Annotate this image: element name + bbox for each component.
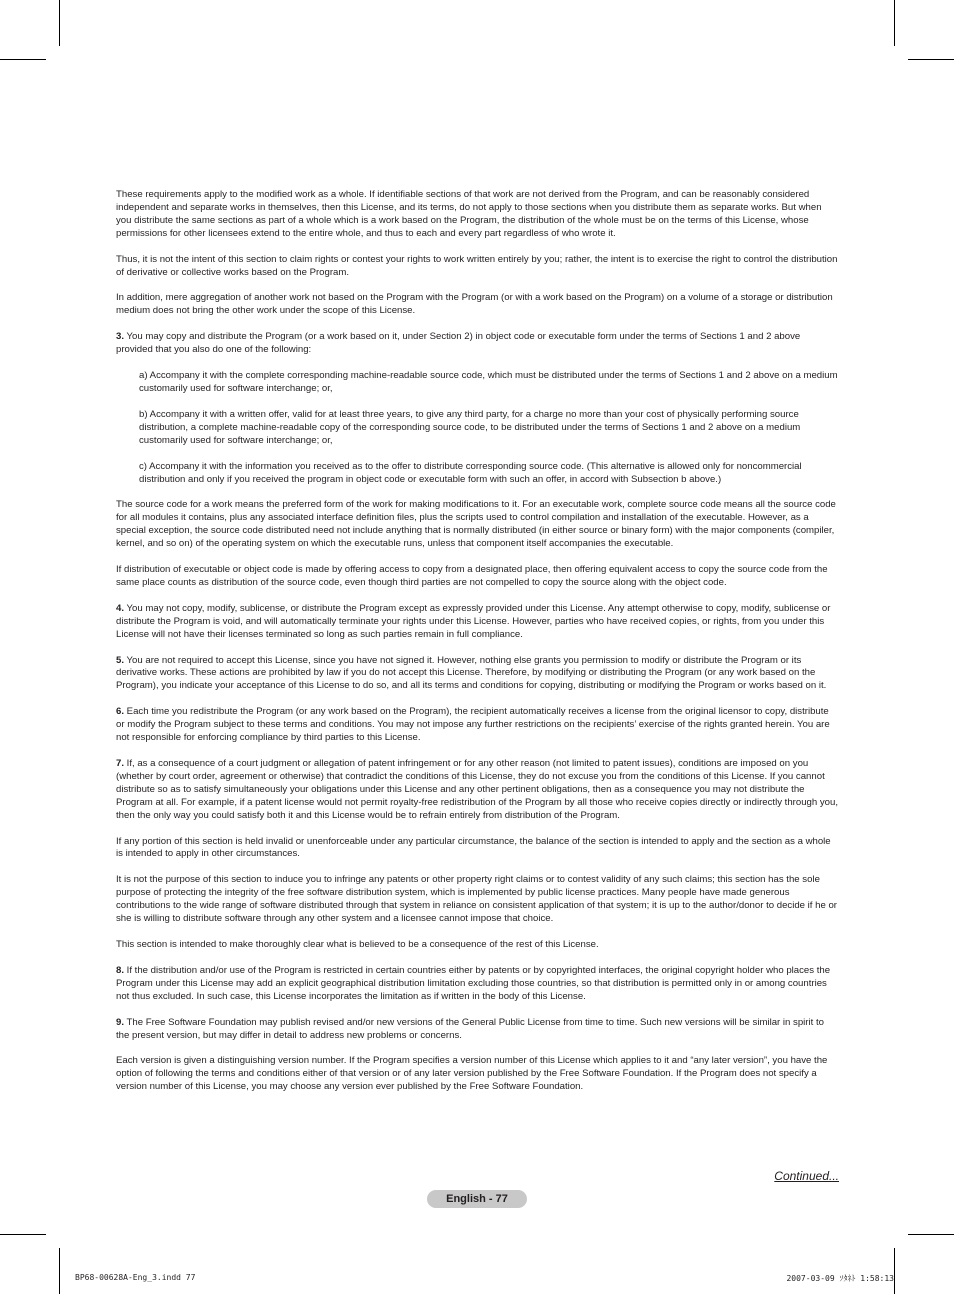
section-3: 3. You may copy and distribute the Program (or a work based on it, under Section 2) in object code or executable form under the terms of Sections 1 and 2 above provided that you also do one of the following: bbox=[116, 331, 801, 356]
paragraph: If distribution of executable or object code is made by offering access to copy from a designated place, then offering equivalent access to copy the source code from the same place counts as distribution of the source code, even though third parties are not compelled to copy the source along with the object code. bbox=[116, 564, 828, 588]
section-6: 6. Each time you redistribute the Program (or any work based on the Program), the recipient automatically receives a license from the original licensor to copy, distribute or modify the Program subject to these terms and conditions. You may not impose any further restrictions on the recipients’ exercise of the rights granted herein. You are not responsible for enforcing compliance by third parties to this License. bbox=[116, 706, 830, 744]
section-4: 4. You may not copy, modify, sublicense, or distribute the Program except as expressly provided under this License. Any attempt otherwise to copy, modify, sublicense or distribute the Program is void, and will automatically terminate your rights under this License. However, parties who have received copies, or rights, from you under this License will not have their licenses terminated so long as such parties remain in full compliance. bbox=[116, 602, 831, 640]
paragraph: These requirements apply to the modified work as a whole. If identifiable sections of that work are not derived from the Program, and can be reasonably considered independent and separate works in themselves, then this License, and its terms, do not apply to those sections when you distribute them as separate works. But when you distribute the same sections as part of a whole which is a work based on the Program, the distribution of the whole must be on the terms of this License, whose permissions for other licensees extend to the entire whole, and thus to each and every part regardless of who wrote it. bbox=[116, 189, 822, 239]
crop-mark bbox=[908, 59, 954, 60]
paragraph: In addition, mere aggregation of another work not based on the Program with the Program (or with a work based on the Program) on a volume of a storage or distribution medium does not bring the other work under the scope of this License. bbox=[116, 292, 833, 317]
footer-timestamp: 2007-03-09 ｿﾀﾈﾄ 1:58:13 bbox=[786, 1274, 894, 1283]
section-number: 6. bbox=[116, 706, 125, 718]
paragraph: The source code for a work means the preferred form of the work for making modifications to it. For an executable work, complete source code means all the source code for all modules it contains, plus any associated interface definition files, plus the scripts used to control compilation and installation of the executable. However, as a special exception, the source code distributed need not include anything that is normally distributed (in either source or binary form) with the major components (compiler, kernel, and so on) of the operating system on which the executable runs, unless that component itself accompanies the executable. bbox=[116, 499, 836, 550]
list-item: a) Accompany it with the complete corresponding machine-readable source code, which must be distributed under the terms of Sections 1 and 2 above on a medium customarily used for software interchange; or, bbox=[139, 370, 838, 394]
paragraph: It is not the purpose of this section to induce you to infringe any patents or other property right claims or to contest validity of any such claims; this section has the sole purpose of protecting the integrity of the free software distribution system, which is implemented by public license practices. Many people have made generous contributions to the wide range of software distributed through that system in reliance on consistent application of that system; it is up to the author/donor to decide if he or she is willing to distribute software through any other system and a licensee cannot impose that choice. bbox=[116, 874, 838, 925]
list-item: c) Accompany it with the information you received as to the offer to distribute corresponding source code. (This alternative is allowed only for noncommercial distribution and only if you received the program in object code or executable form with such an offer, in accord with Subsection b above.) bbox=[139, 460, 802, 485]
section-number: 5. bbox=[116, 654, 125, 666]
section-number: 9. bbox=[116, 1016, 125, 1028]
page-number-badge: English - 77 bbox=[427, 1190, 527, 1208]
section-8: 8. If the distribution and/or use of the Program is restricted in certain countries either by patents or by copyrighted interfaces, the original copyright holder who places the Program under this License may add an explicit geographical distribution limitation excluding those countries, so that distribution is permitted only in or among countries not thus excluded. In such case, this License incorporates the limitation as if written in the body of this License. bbox=[116, 964, 831, 1002]
crop-mark bbox=[0, 59, 46, 60]
continued-label: Continued... bbox=[774, 1169, 839, 1183]
crop-mark bbox=[0, 1234, 46, 1235]
paragraph: If any portion of this section is held invalid or unenforceable under any particular circumstance, the balance of the section is intended to apply and the section as a whole is intended to apply in other circumstances. bbox=[116, 835, 831, 860]
license-body bbox=[116, 189, 838, 1107]
section-number: 3. bbox=[116, 331, 125, 343]
paragraph: Thus, it is not the intent of this section to claim rights or contest your rights to work written entirely by you; rather, the intent is to exercise the right to control the distribution of derivative or collective works based on the Program. bbox=[116, 253, 838, 278]
section-7: 7. If, as a consequence of a court judgment or allegation of patent infringement or for any other reason (not limited to patent issues), conditions are imposed on you (whether by court order, agreement or otherwise) that contradict the conditions of this License, they do not excuse you from the conditions of this License. If you cannot distribute so as to satisfy simultaneously your obligations under this License and any other pertinent obligations, then as a consequence you may not distribute the Program at all. For example, if a patent license would not permit royalty-free redistribution of the Program by all those who receive copies directly or indirectly through you, then the only way you could satisfy both it and this License would be to refrain entirely from distribution of the Program. bbox=[116, 758, 838, 821]
crop-mark bbox=[894, 1248, 895, 1294]
section-number: 4. bbox=[116, 602, 125, 614]
crop-mark bbox=[59, 1248, 60, 1294]
paragraph: This section is intended to make thoroughly clear what is believed to be a consequence of the rest of this License. bbox=[116, 938, 599, 950]
footer-file-info: BP68-00628A-Eng_3.indd 77 bbox=[75, 1273, 196, 1282]
crop-mark bbox=[59, 0, 60, 46]
paragraph: Each version is given a distinguishing version number. If the Program specifies a version number of this License which applies to it and “any later version”, you have the option of following the terms and conditions either of that version or of any later version published by the Free Software Foundation. If the Program does not specify a version number of this License, you may choose any version ever published by the Free Software Foundation. bbox=[116, 1055, 828, 1093]
list-item: b) Accompany it with a written offer, valid for at least three years, to give any third party, for a charge no more than your cost of physically performing source distribution, a complete machine-readable copy of the corresponding source code, to be distributed under the terms of Sections 1 and 2 above on a medium customarily used for software interchange; or, bbox=[139, 408, 801, 446]
crop-mark bbox=[894, 0, 895, 46]
section-number: 8. bbox=[116, 964, 125, 976]
section-number: 7. bbox=[116, 758, 125, 769]
section-5: 5. You are not required to accept this License, since you have not signed it. However, nothing else grants you permission to modify or distribute the Program or its derivative works. These actions are prohibited by law if you do not accept this License. Therefore, by modifying or distributing the Program (or any work based on the Program), you indicate your acceptance of this License to do so, and all its terms and conditions for copying, distributing or modifying the Program or works based on it. bbox=[116, 654, 827, 692]
crop-mark bbox=[908, 1234, 954, 1235]
section-9: 9. The Free Software Foundation may publish revised and/or new versions of the General Public License from time to time. Such new versions will be similar in spirit to the present version, but may differ in detail to address new problems or concerns. bbox=[116, 1016, 824, 1041]
